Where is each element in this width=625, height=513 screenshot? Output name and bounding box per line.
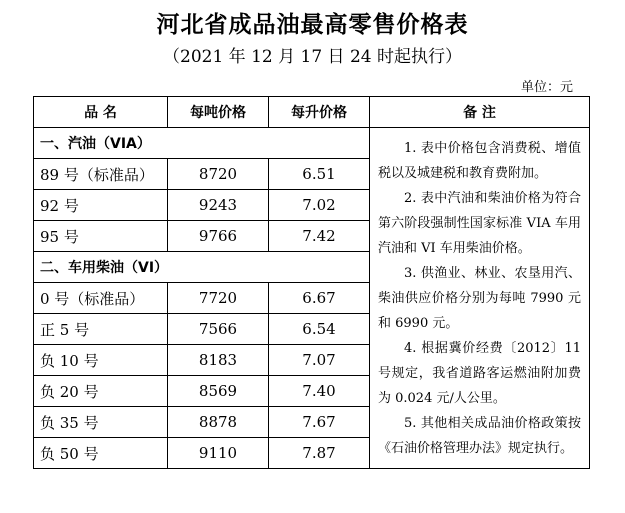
row-per-liter: 7.87 bbox=[269, 438, 370, 469]
note-4: 4. 根据冀价经费〔2012〕11 号规定，我省道路客运燃油附加费为 0.024 元/人公里。 bbox=[378, 340, 581, 406]
note-3: 3. 供渔业、林业、农垦用汽、柴油供应价格分别为每吨 7990 元和 6990 元。 bbox=[378, 265, 581, 331]
row-per-liter: 7.42 bbox=[269, 221, 370, 252]
row-name: 0 号（标准品） bbox=[34, 283, 168, 314]
row-name: 负 20 号 bbox=[34, 376, 168, 407]
row-per-liter: 6.54 bbox=[269, 314, 370, 345]
row-name: 负 10 号 bbox=[34, 345, 168, 376]
row-name: 负 35 号 bbox=[34, 407, 168, 438]
section-diesel: 二、车用柴油（VI） bbox=[34, 252, 370, 283]
row-per-ton: 9110 bbox=[168, 438, 269, 469]
row-per-ton: 8569 bbox=[168, 376, 269, 407]
row-name: 负 50 号 bbox=[34, 438, 168, 469]
row-name: 95 号 bbox=[34, 221, 168, 252]
row-per-ton: 7566 bbox=[168, 314, 269, 345]
unit-label: 单位：元 bbox=[520, 80, 573, 95]
row-per-liter: 7.40 bbox=[269, 376, 370, 407]
section-gasoline: 一、汽油（VIA） bbox=[34, 128, 370, 159]
header-per-ton: 每吨价格 bbox=[168, 97, 269, 128]
header-per-liter: 每升价格 bbox=[269, 97, 370, 128]
table-header-row bbox=[34, 97, 590, 128]
row-per-liter: 6.67 bbox=[269, 283, 370, 314]
row-per-ton: 8183 bbox=[168, 345, 269, 376]
row-name: 92 号 bbox=[34, 190, 168, 221]
section-row-gasoline bbox=[34, 128, 590, 159]
price-table bbox=[33, 96, 590, 469]
row-per-ton: 8720 bbox=[168, 159, 269, 190]
row-per-liter: 7.67 bbox=[269, 407, 370, 438]
note-2: 2. 表中汽油和柴油价格为符合第六阶段强制性国家标准 VIA 车用汽油和 VI 车用柴油价格。 bbox=[378, 190, 581, 256]
row-per-ton: 7720 bbox=[168, 283, 269, 314]
note-1: 1. 表中价格包含消费税、增值税以及城建税和教育费附加。 bbox=[378, 140, 581, 181]
row-per-ton: 9766 bbox=[168, 221, 269, 252]
row-per-ton: 9243 bbox=[168, 190, 269, 221]
row-per-liter: 6.51 bbox=[269, 159, 370, 190]
header-name: 品 名 bbox=[34, 97, 168, 128]
notes-cell bbox=[370, 128, 590, 469]
row-name: 正 5 号 bbox=[34, 314, 168, 345]
note-5: 5. 其他相关成品油价格政策按《石油价格管理办法》规定执行。 bbox=[378, 415, 581, 456]
row-name: 89 号（标准品） bbox=[34, 159, 168, 190]
row-per-liter: 7.07 bbox=[269, 345, 370, 376]
row-per-ton: 8878 bbox=[168, 407, 269, 438]
row-per-liter: 7.02 bbox=[269, 190, 370, 221]
page-subtitle: （2021 年 12 月 17 日 24 时起执行） bbox=[163, 47, 462, 67]
page-title: 河北省成品油最高零售价格表 bbox=[156, 11, 469, 38]
header-notes: 备 注 bbox=[370, 97, 590, 128]
